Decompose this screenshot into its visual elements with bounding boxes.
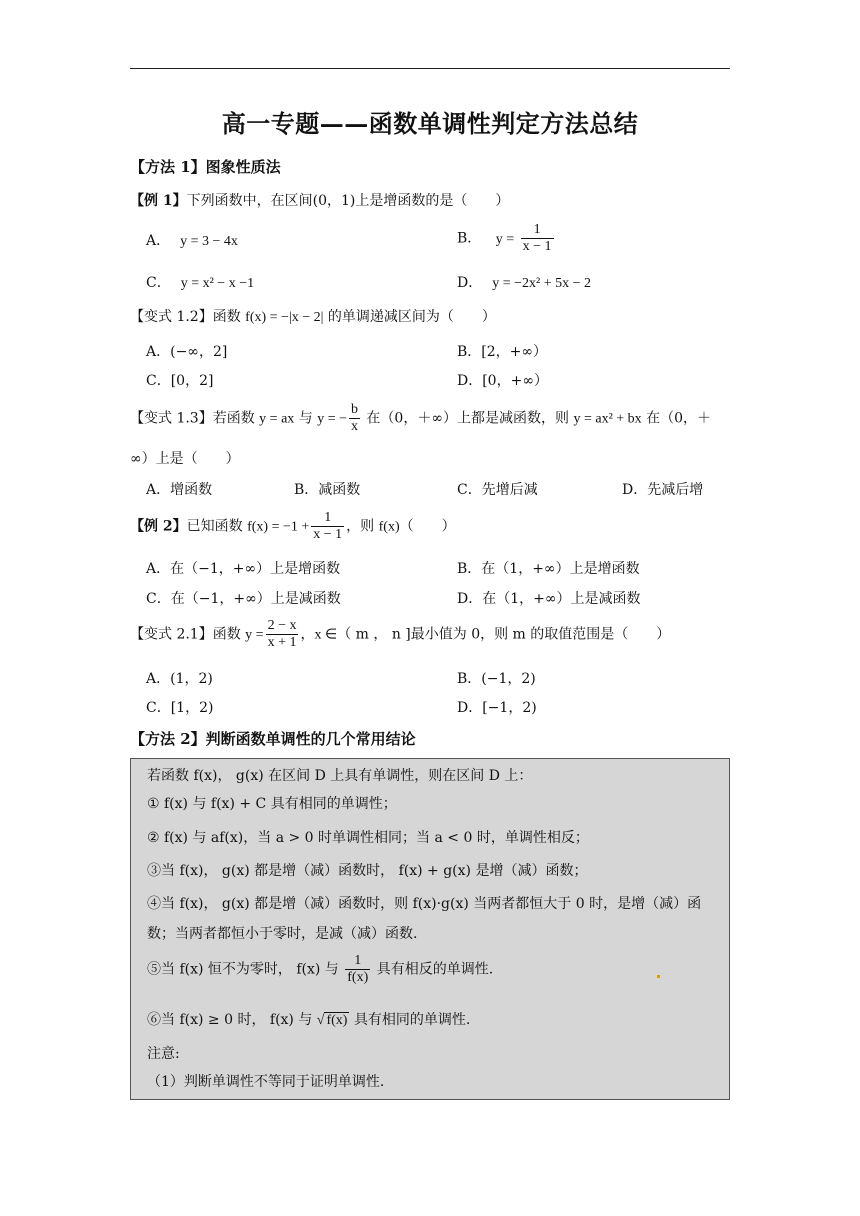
variant12-label: 【变式 1.2】 (130, 309, 213, 325)
math-expr: f(x) (378, 519, 400, 535)
variant21-label: 【变式 2.1】 (130, 626, 213, 643)
variant21-question (130, 618, 670, 651)
text: 在（0，＋∞）上都是减函数，则 (361, 410, 574, 427)
text: ⑥当 f(x) ≥ 0 时， f(x) 与 (147, 1012, 313, 1028)
text: ，则 (346, 518, 379, 535)
math-expr: y = (245, 627, 264, 643)
fraction: $\frac{b}{x}$ (350, 402, 358, 434)
text: 的单调递减区间为（ ） (323, 309, 496, 325)
method2-heading: 【方法 2】判断函数单调性的几个常用结论 (130, 730, 416, 748)
example1-label: 【例 1】 (130, 193, 187, 209)
math-expr: y = ax (259, 411, 295, 427)
example2-label: 【例 2】 (130, 518, 187, 535)
conclusion-1: ① f(x) 与 f(x) + C 具有相同的单调性； (147, 796, 397, 812)
option-letter: B． (457, 230, 482, 247)
option-letter: D． (457, 275, 483, 291)
variant12-option-a[interactable]: A．(−∞，2] (146, 344, 228, 360)
variant12-option-d[interactable]: D．[0，+∞） (457, 373, 548, 389)
fraction: $\frac{1}{x - 1}$ (522, 222, 552, 254)
option-expr: y = x² − x −1 (180, 276, 255, 291)
option-letter: C． (146, 275, 171, 291)
text: 已知函数 (186, 518, 248, 535)
variant21-option-a[interactable]: A．(1，2) (146, 671, 213, 687)
variant21-option-c[interactable]: C．[1，2) (146, 700, 214, 716)
variant21-option-d[interactable]: D．[−1，2) (457, 700, 537, 716)
text: ⑤当 f(x) 恒不为零时， f(x) 与 (147, 961, 339, 978)
text: 具有相同的单调性. (353, 1012, 471, 1028)
sqrt-expr: √ f(x) (316, 1013, 348, 1028)
variant12-question (130, 306, 496, 326)
text: 函数 (212, 626, 246, 643)
mark-dot (657, 975, 660, 978)
text: 若函数 (212, 410, 260, 427)
variant13-option-b[interactable]: B．减函数 (294, 482, 361, 498)
conclusion-intro: 若函数 f(x)， g(x) 在区间 D 上具有单调性，则在区间 D 上： (147, 768, 533, 784)
text: 具有相反的单调性. (376, 961, 494, 978)
option-letter: A． (146, 233, 171, 249)
fraction: $\frac{1}{x - 1}$ (313, 510, 343, 542)
math-expr: f(x) = −|x − 2| (245, 310, 324, 325)
math-expr: f(x) = −1 + (247, 519, 310, 535)
variant21-option-b[interactable]: B．(−1，2) (457, 671, 536, 687)
math-expr: y = ax² + bx (573, 411, 642, 427)
option-expr: y = 3 − 4x (180, 234, 238, 249)
text: ， (300, 626, 315, 643)
option-expr: y = −2x² + 5x − 2 (492, 276, 592, 291)
example2-option-d[interactable]: D．在（1，+∞）上是减函数 (457, 591, 641, 607)
conclusion-5 (147, 953, 493, 986)
example2-option-a[interactable]: A．在（−1，+∞）上是增函数 (146, 561, 341, 577)
fraction: $\frac{1}{f(x)}$ (347, 953, 369, 985)
conclusion-2: ② f(x) 与 af(x)，当 a > 0 时单调性相同；当 a < 0 时，单调性相反； (147, 830, 589, 846)
math-expr: y = − (317, 411, 347, 427)
note-1: （1）判断单调性不等同于证明单调性. (147, 1074, 385, 1090)
math-expr: x ∈ (314, 627, 338, 643)
text: 与 (294, 410, 318, 427)
variant13-question-cont: ∞）上是（ ） (130, 451, 240, 467)
variant12-option-b[interactable]: B．[2，+∞） (457, 344, 548, 360)
variant12-option-c[interactable]: C．[0，2] (146, 373, 214, 389)
example1-question (130, 190, 509, 210)
example1-option-d[interactable] (457, 272, 591, 292)
page-title: 高一专题——函数单调性判定方法总结 (221, 109, 639, 138)
conclusion-6 (147, 1009, 470, 1029)
example2-option-c[interactable]: C．在（−1，+∞）上是减函数 (146, 591, 341, 607)
example1-text: 下列函数中，在区间(0，1)上是增函数的是（ ） (186, 193, 510, 209)
variant13-option-d[interactable]: D．先减后增 (622, 482, 704, 498)
option-expr: y = (495, 231, 515, 247)
conclusion-4-cont: 数；当两者都恒小于零时，是减（减）函数. (147, 926, 418, 942)
text: 在（0，＋ (641, 410, 712, 427)
fraction: $\frac{2 - x}{x + 1}$ (267, 618, 297, 650)
method1-heading: 【方法 1】图象性质法 (130, 158, 281, 176)
example1-option-b[interactable] (457, 222, 556, 255)
variant13-option-a[interactable]: A．增函数 (146, 482, 213, 498)
conclusions-box (130, 758, 730, 1100)
example1-option-c[interactable] (146, 272, 254, 292)
text: （ m ， n ]最小值为 0，则 m 的取值范围是（ ） (337, 626, 671, 643)
text: （ ） (399, 518, 456, 535)
example1-option-a[interactable] (146, 230, 238, 250)
conclusion-4: ④当 f(x)， g(x) 都是增（减）函数时，则 f(x)·g(x) 当两者都恒大于 0 时，是增（减）函 (147, 896, 702, 912)
variant13-option-c[interactable]: C．先增后减 (457, 482, 538, 498)
example2-question (130, 510, 456, 543)
text: 函数 (212, 309, 246, 325)
variant13-label: 【变式 1.3】 (130, 410, 213, 427)
example2-option-b[interactable]: B．在（1，+∞）上是增函数 (457, 561, 640, 577)
conclusion-3: ③当 f(x)， g(x) 都是增（减）函数时， f(x) + g(x) 是增（减）函数； (147, 863, 588, 879)
note-label: 注意: (147, 1046, 180, 1062)
header-rule (130, 68, 730, 69)
variant13-question (130, 402, 711, 435)
